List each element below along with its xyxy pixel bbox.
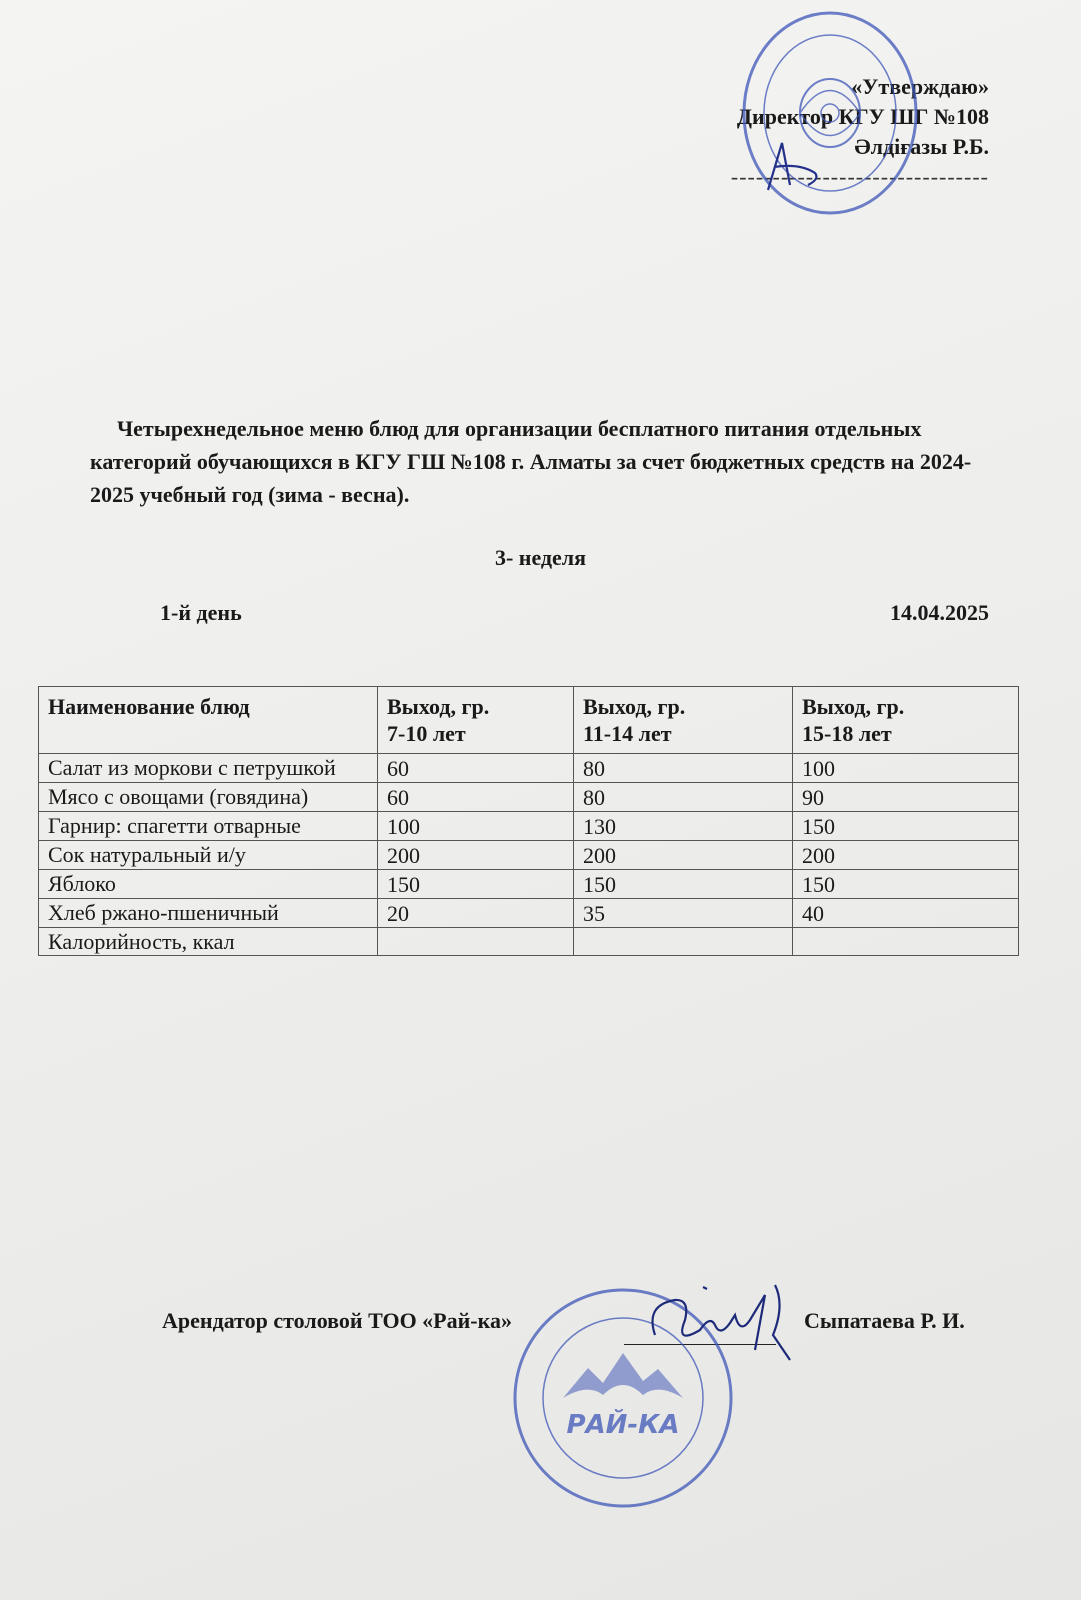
table-row: [39, 783, 1019, 812]
table-row: [39, 841, 1019, 870]
portion-11-14: 35: [574, 899, 793, 928]
document-title: Четырехнедельное меню блюд для организации бесплатного питания отдельных категорий обучающихся в КГУ ГШ №108 г. Алматы за счет бюджетных средств на 2024-2025 учебный год (зима - весна).: [90, 416, 972, 507]
portion-11-14: 150: [574, 870, 793, 899]
portion-7-10: 60: [378, 754, 574, 783]
director-signature-icon: [760, 135, 830, 195]
portion-7-10: 200: [378, 841, 574, 870]
signature-dash-line: -------------------------------: [730, 164, 989, 189]
portion-15-18: 200: [793, 841, 1019, 870]
portion-15-18: 150: [793, 812, 1019, 841]
tenant-signature-icon: [615, 1275, 815, 1370]
dish-name: Гарнир: спагетти отварные: [39, 812, 378, 841]
header-dish: Наименование блюд: [39, 687, 378, 754]
portion-15-18: 40: [793, 899, 1019, 928]
approve-label: «Утверждаю»: [851, 74, 989, 99]
header-group-11-14: Выход, гр. 11-14 лет: [574, 687, 793, 754]
portion-15-18: 100: [793, 754, 1019, 783]
tenant-label: Арендатор столовой ТОО «Рай-ка»: [162, 1308, 512, 1333]
portion-11-14: [574, 928, 793, 956]
portion-11-14: 80: [574, 754, 793, 783]
portion-11-14: 80: [574, 783, 793, 812]
director-name: Әлдіғазы Р.Б.: [854, 134, 989, 159]
portion-15-18: 90: [793, 783, 1019, 812]
portion-11-14: 200: [574, 841, 793, 870]
dish-name: Калорийность, ккал: [39, 928, 378, 956]
seal-text: РАЙ-КА: [566, 1410, 680, 1440]
portion-15-18: 150: [793, 870, 1019, 899]
table-row: [39, 870, 1019, 899]
table-row: [39, 928, 1019, 956]
portion-7-10: [378, 928, 574, 956]
dish-name: Мясо с овощами (говядина): [39, 783, 378, 812]
portion-7-10: 20: [378, 899, 574, 928]
dish-name: Салат из моркови с петрушкой: [39, 754, 378, 783]
table-row: [39, 754, 1019, 783]
dish-name: Яблоко: [39, 870, 378, 899]
tenant-name: Сыпатаева Р. И.: [804, 1308, 965, 1333]
week-label: 3- неделя: [494, 545, 587, 570]
dish-name: Сок натуральный и/у: [39, 841, 378, 870]
portion-11-14: 130: [574, 812, 793, 841]
date-label: 14.04.2025: [890, 600, 989, 625]
header-group-7-10: Выход, гр. 7-10 лет: [378, 687, 574, 754]
day-label: 1-й день: [160, 600, 242, 625]
menu-table: [38, 686, 1019, 956]
table-row: [39, 812, 1019, 841]
portion-15-18: [793, 928, 1019, 956]
portion-7-10: 150: [378, 870, 574, 899]
table-header-row: [39, 687, 1019, 754]
director-line: Директор КГУ ШГ №108: [736, 104, 989, 129]
header-group-15-18: Выход, гр. 15-18 лет: [793, 687, 1019, 754]
dish-name: Хлеб ржано-пшеничный: [39, 899, 378, 928]
portion-7-10: 100: [378, 812, 574, 841]
table-row: [39, 899, 1019, 928]
portion-7-10: 60: [378, 783, 574, 812]
